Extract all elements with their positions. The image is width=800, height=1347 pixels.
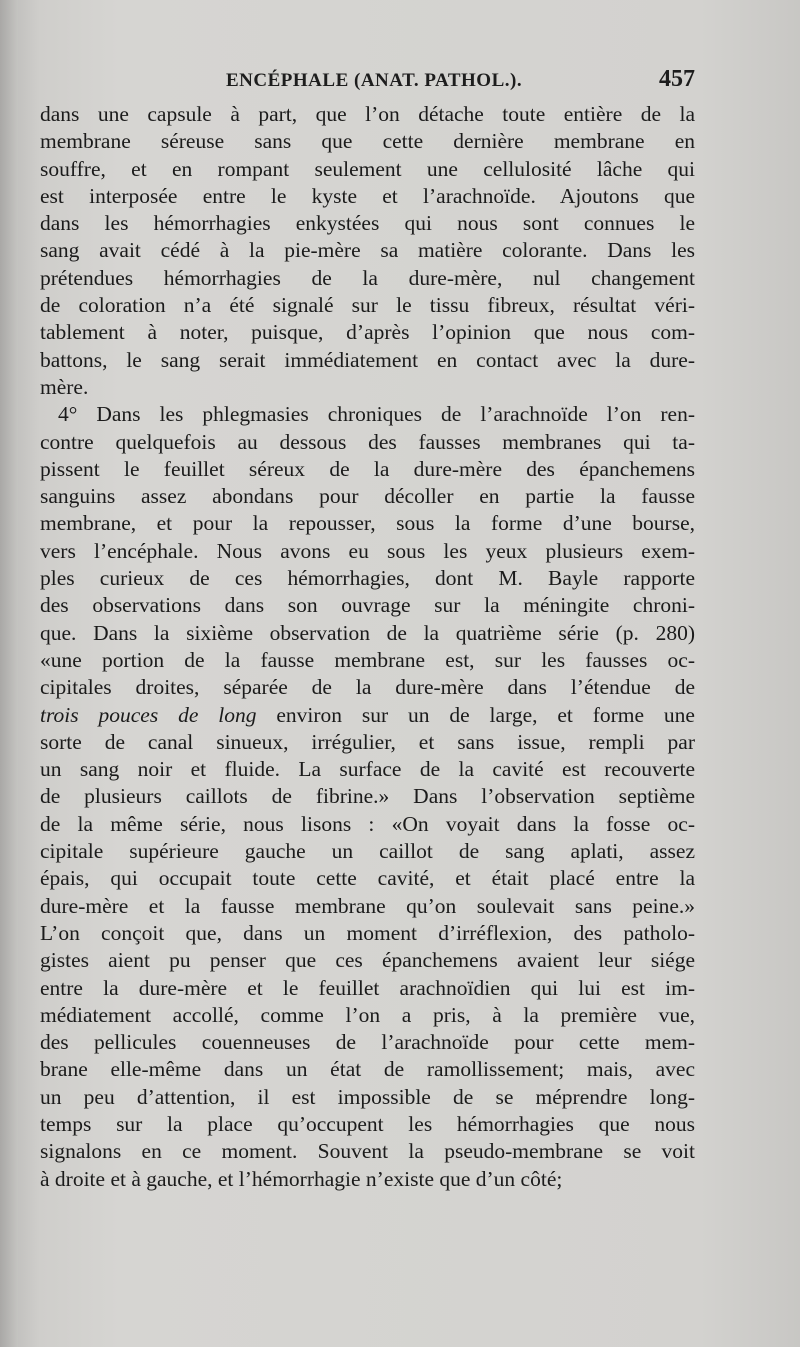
text-line: de la même série, nous lisons : «On voyait dans la fosse oc- [40, 811, 695, 836]
page-number: 457 [659, 66, 695, 92]
text-line: sanguins assez abondans pour décoller en partie la fausse [40, 484, 695, 509]
text-line: à droite et à gauche, et l’hémorrhagie n’existe que d’un côté; [40, 1166, 563, 1191]
text-line: L’on conçoit que, dans un moment d’irréflexion, des patholo- [40, 920, 695, 945]
text-line: dans une capsule à part, que l’on détache toute entière de la [40, 102, 695, 126]
text-line: un sang noir et fluide. La surface de la cavité est recouverte [40, 757, 695, 782]
text-line: souffre, et en rompant seulement une cellulosité lâche qui [40, 156, 695, 181]
text-line: membrane, et pour la repousser, sous la forme d’une bourse, [40, 511, 695, 536]
text-line: que. Dans la sixième observation de la quatrième série (p. 280) [40, 620, 695, 645]
text-line: est interposée entre le kyste et l’arachnoïde. Ajoutons que [40, 183, 695, 208]
text-line: cipitales droites, séparée de la dure-mère dans l’étendue de [40, 675, 695, 700]
text-line: tablement à noter, puisque, d’après l’opinion que nous com- [40, 320, 695, 345]
text-line: épais, qui occupait toute cette cavité, et était placé entre la [40, 866, 695, 891]
text-line: gistes aient pu penser que ces épanchemens avaient leur siége [40, 948, 695, 973]
page-spine-shadow [0, 0, 18, 1347]
text-line: dure-mère et la fausse membrane qu’on soulevait sans peine.» [40, 893, 695, 918]
text-line: ples curieux de ces hémorrhagies, dont M. Bayle rapporte [40, 566, 695, 591]
text-line: de plusieurs caillots de fibrine.» Dans l’observation septième [40, 784, 695, 809]
text-line: brane elle-même dans un état de ramollissement; mais, avec [40, 1057, 695, 1082]
text-line-with-italic [40, 702, 695, 729]
text-line: membrane séreuse sans que cette dernière membrane en [40, 129, 695, 154]
text-line: pissent le feuillet séreux de la dure-mère des épanchemens [40, 456, 695, 481]
text-line: battons, le sang serait immédiatement en contact avec la dure- [40, 347, 695, 372]
text-line: des pellicules couenneuses de l’arachnoïde pour cette mem- [40, 1030, 695, 1055]
text-line: des observations dans son ouvrage sur la méningite chroni- [40, 593, 695, 618]
running-title: ENCÉPHALE (ANAT. PATHOL.). [226, 70, 523, 91]
text-line: mère. [40, 374, 89, 399]
italic-phrase: trois pouces de long [40, 702, 257, 727]
body-text [40, 101, 695, 1193]
text-line: vers l’encéphale. Nous avons eu sous les yeux plusieurs exem- [40, 538, 695, 563]
text-line: «une portion de la fausse membrane est, sur les fausses oc- [40, 647, 695, 672]
text-line: dans les hémorrhagies enkystées qui nous sont connues le [40, 211, 695, 236]
text-line: sorte de canal sinueux, irrégulier, et sans issue, rempli par [40, 729, 695, 754]
text-line: de coloration n’a été signalé sur le tissu fibreux, résultat véri- [40, 293, 695, 318]
text-line: signalons en ce moment. Souvent la pseudo-membrane se voit [40, 1139, 695, 1164]
page-header [40, 68, 695, 98]
text-line: prétendues hémorrhagies de la dure-mère, nul changement [40, 265, 695, 290]
line-remainder: environ sur un de large, et forme une [256, 702, 695, 727]
text-line: médiatement accollé, comme l’on a pris, à la première vue, [40, 1002, 695, 1027]
text-line: cipitale supérieure gauche un caillot de sang aplati, assez [40, 839, 695, 864]
text-line: contre quelquefois au dessous des fausses membranes qui ta- [40, 429, 695, 454]
text-line: entre la dure-mère et le feuillet arachnoïdien qui lui est im- [40, 975, 695, 1000]
text-line: temps sur la place qu’occupent les hémorrhagies que nous [40, 1111, 695, 1136]
paragraph-first-line: 4° Dans les phlegmasies chroniques de l’arachnoïde l’on ren- [58, 402, 695, 427]
text-line: un peu d’attention, il est impossible de se méprendre long- [40, 1084, 695, 1109]
text-line: sang avait cédé à la pie-mère sa matière colorante. Dans les [40, 238, 695, 263]
